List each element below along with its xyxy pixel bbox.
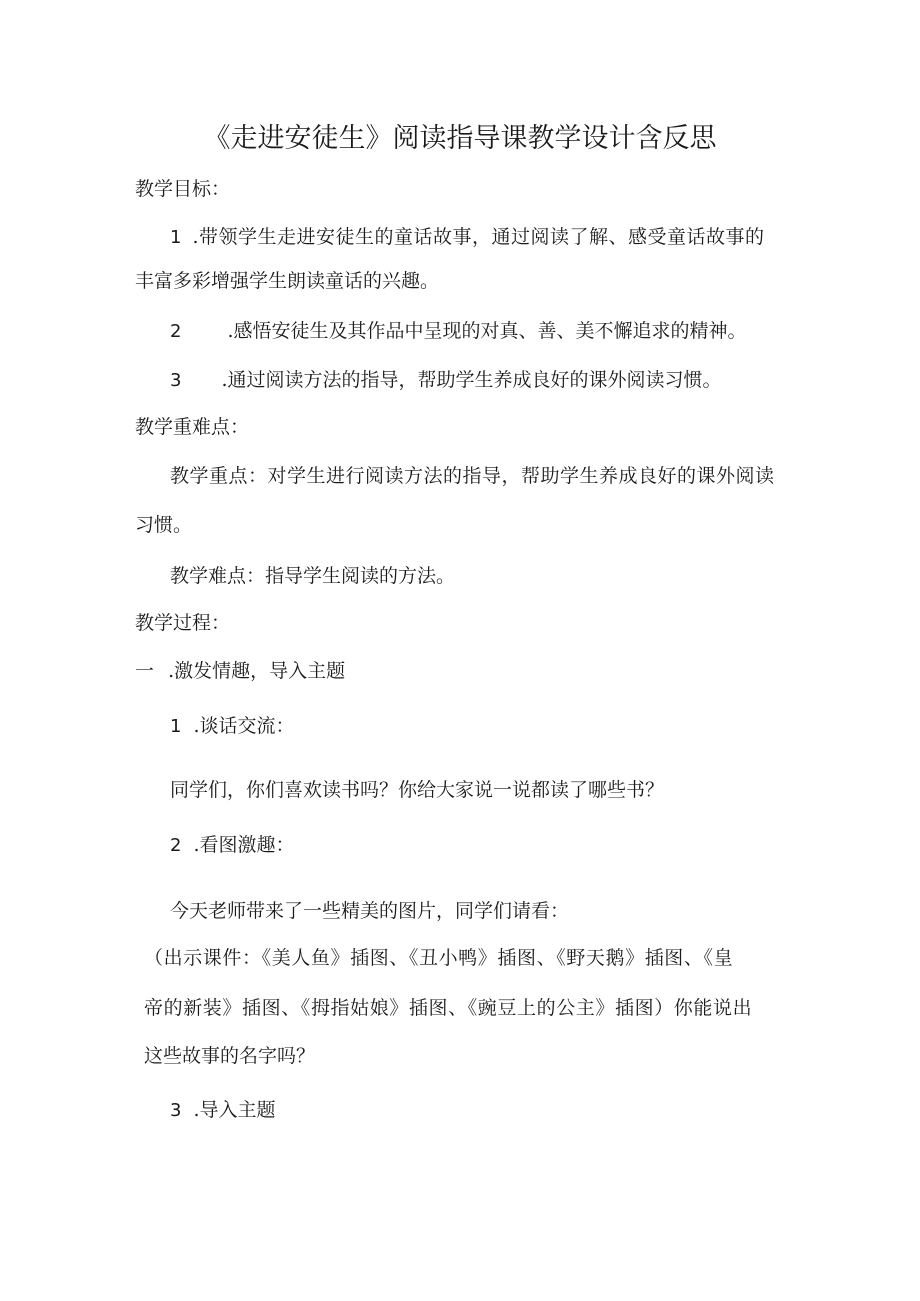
step-number: 1 (170, 716, 182, 737)
process-heading: 教学过程： (135, 612, 231, 634)
step-1 (170, 713, 295, 740)
step-number: 3 (170, 1100, 182, 1121)
goal-text: .感悟安徒生及其作品中呈现的对真、善、美不懈追求的精神。 (227, 320, 747, 342)
goal-text: .带领学生走进安徒生的童话故事，通过阅读了解、感受童话故事的 (192, 226, 765, 248)
step-3 (170, 1097, 276, 1124)
section-text: .激发情趣，导入主题 (168, 660, 346, 682)
step-number: 2 (170, 835, 182, 856)
courseware-line-1: （出示课件：《美人鱼》插图、《丑小鸭》插图、《野天鹅》插图、《皇 (144, 947, 734, 969)
step-2 (170, 832, 295, 859)
goal-number: 1 (170, 227, 182, 248)
courseware-line-2: 帝的新装》插图、《拇指姑娘》插图、《豌豆上的公主》插图）你能说出 (144, 997, 753, 1019)
goals-heading: 教学目标： (135, 178, 231, 200)
key-point: 教学重点：对学生进行阅读方法的指导，帮助学生养成良好的课外阅读 (170, 465, 775, 487)
section-1-heading (135, 658, 345, 684)
courseware-line-3: 这些故事的名字吗？ (144, 1045, 316, 1067)
goal-number: 3 (170, 370, 182, 391)
goal-item-2 (170, 318, 747, 345)
section-number: 一 (135, 660, 155, 682)
goal-item-3 (170, 367, 722, 394)
goal-item-1 (170, 224, 765, 251)
step-text: .谈话交流： (193, 715, 295, 737)
step-text: .导入主题 (193, 1099, 276, 1121)
key-heading: 教学重难点： (135, 416, 250, 438)
goal-text: .通过阅读方法的指导，帮助学生养成良好的课外阅读习惯。 (221, 369, 722, 391)
difficult-point: 教学难点：指导学生阅读的方法。 (170, 565, 456, 587)
goal-item-1-continued: 丰富多彩增强学生朗读童话的兴趣。 (135, 270, 440, 292)
key-point-continued: 习惯。 (135, 514, 193, 536)
talk-text: 同学们，你们喜欢读书吗？你给大家说一说都读了哪些书？ (170, 779, 665, 801)
document-title: 《走进安徒生》阅读指导课教学设计含反思 (203, 123, 717, 154)
step-text: .看图激趣： (193, 834, 295, 856)
picture-text: 今天老师带来了一些精美的图片，同学们请看： (170, 900, 570, 922)
goal-number: 2 (170, 321, 182, 342)
